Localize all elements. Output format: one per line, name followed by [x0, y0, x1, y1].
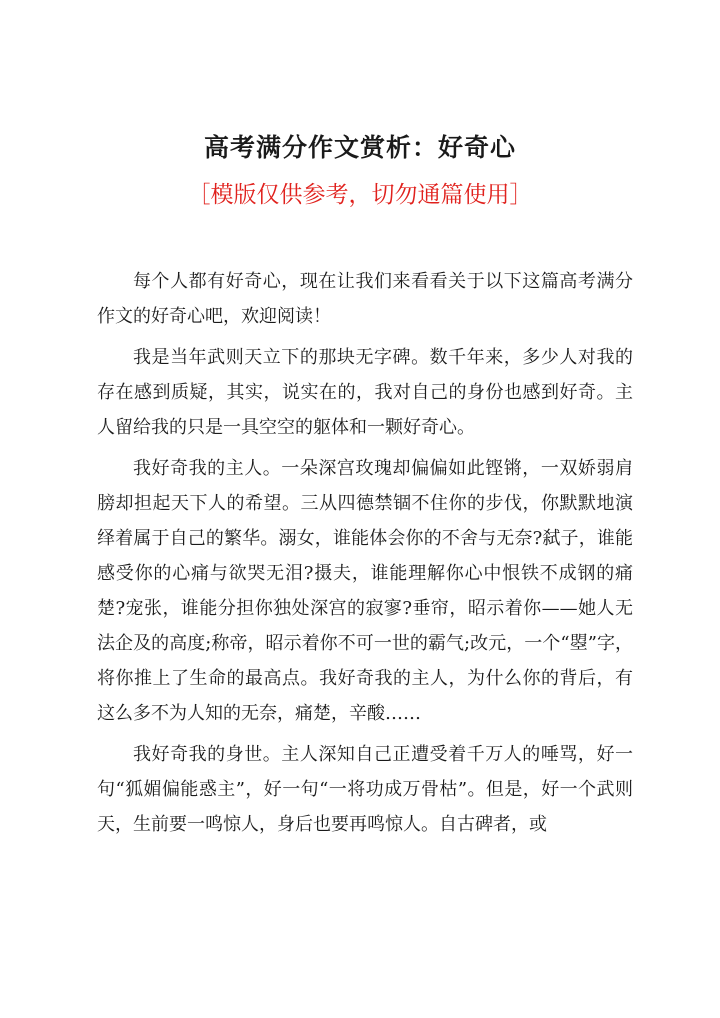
paragraph-master: 我好奇我的主人。一朵深宫玫瑰却偏偏如此铿锵，一双娇弱肩膀却担起天下人的希望。三从四德禁锢不住你的步伐，你默默地演绎着属于自己的繁华。溺女，谁能体会你的不舍与无奈?弑子，谁能感受你的心痛与欲哭无泪?摄夫，谁能理解你心中恨铁不成钢的痛楚?宠张，谁能分担你独处深宫的寂寥?垂帘，昭示着你——她人无法企及的高度;称帝，昭示着你不可一世的霸气;改元，一个“曌”字，将你推上了生命的最高点。我好奇我的主人，为什么你的背后，有这么多不为人知的无奈，痛楚，辛酸…… — [97, 458, 633, 724]
template-notice: ［模版仅供参考，切勿通篇使用］ — [187, 182, 533, 208]
paragraph-stele: 我是当年武则天立下的那块无字碑。数千年来，多少人对我的存在感到质疑，其实，说实在的，我对自己的身份也感到好奇。主人留给我的只是一具空空的躯体和一颗好奇心。 — [97, 347, 633, 438]
paragraph-intro: 每个人都有好奇心，现在让我们来看看关于以下这篇高考满分作文的好奇心吧，欢迎阅读！ — [97, 271, 633, 327]
document-title: 高考满分作文赏析：好奇心 — [203, 133, 516, 162]
article-body — [97, 264, 633, 848]
paragraph-origin: 我好奇我的身世。主人深知自己正遭受着千万人的唾骂，好一句“狐媚偏能惑主”，好一句“一将功成万骨枯”。但是，好一个武则天，生前要一鸣惊人，身后也要再鸣惊人。自古碑者，或 — [97, 744, 633, 835]
